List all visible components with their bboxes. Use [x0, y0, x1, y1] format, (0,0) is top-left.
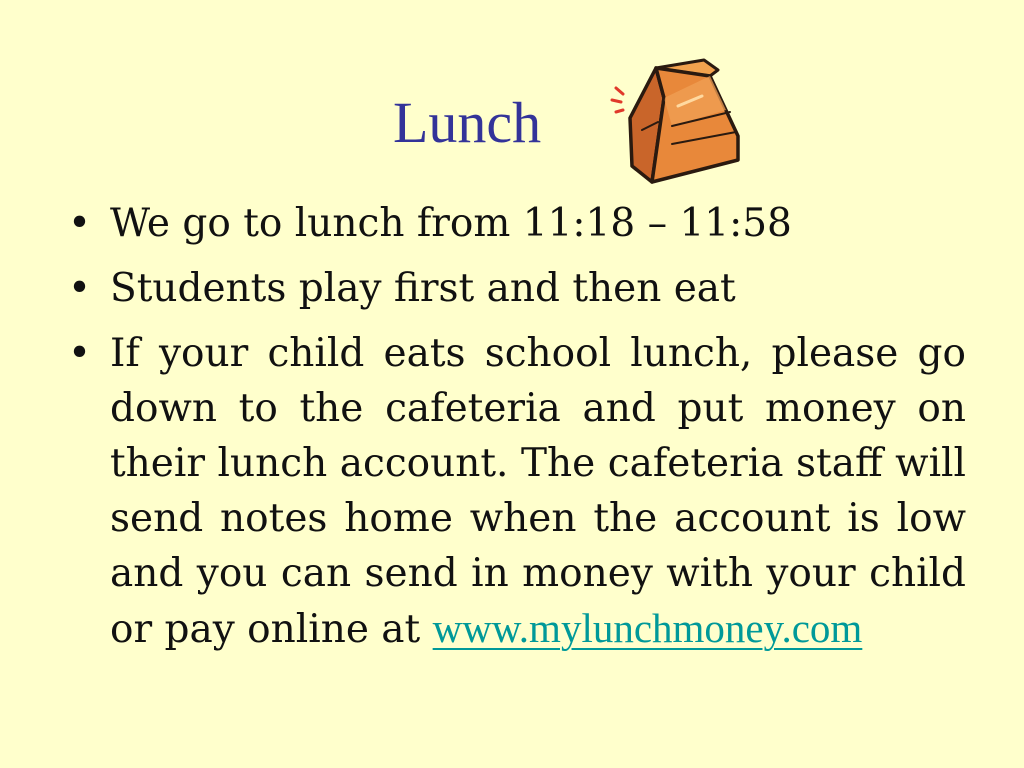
bullet-marker: •: [68, 266, 92, 311]
bullet-text: Students play first and then eat: [110, 266, 736, 311]
bullet-marker: •: [68, 331, 92, 376]
list-item: [68, 261, 966, 316]
bullet-list: [68, 196, 966, 668]
list-item: [68, 196, 966, 251]
slide-title: Lunch: [393, 90, 542, 155]
lunch-money-link[interactable]: www.mylunchmoney.com: [432, 605, 863, 651]
list-item: [68, 326, 966, 657]
bullet-marker: •: [68, 201, 92, 246]
bullet-text: If your child eats school lunch, please go down to the cafeteria and put money on their lunch account. The cafeteria staff will send notes home when the account is low and you can send in money with your child or pay online at: [110, 331, 966, 652]
paper-lunch-bag-icon: [606, 56, 748, 190]
bullet-text: We go to lunch from 11:18 – 11:58: [110, 201, 792, 246]
